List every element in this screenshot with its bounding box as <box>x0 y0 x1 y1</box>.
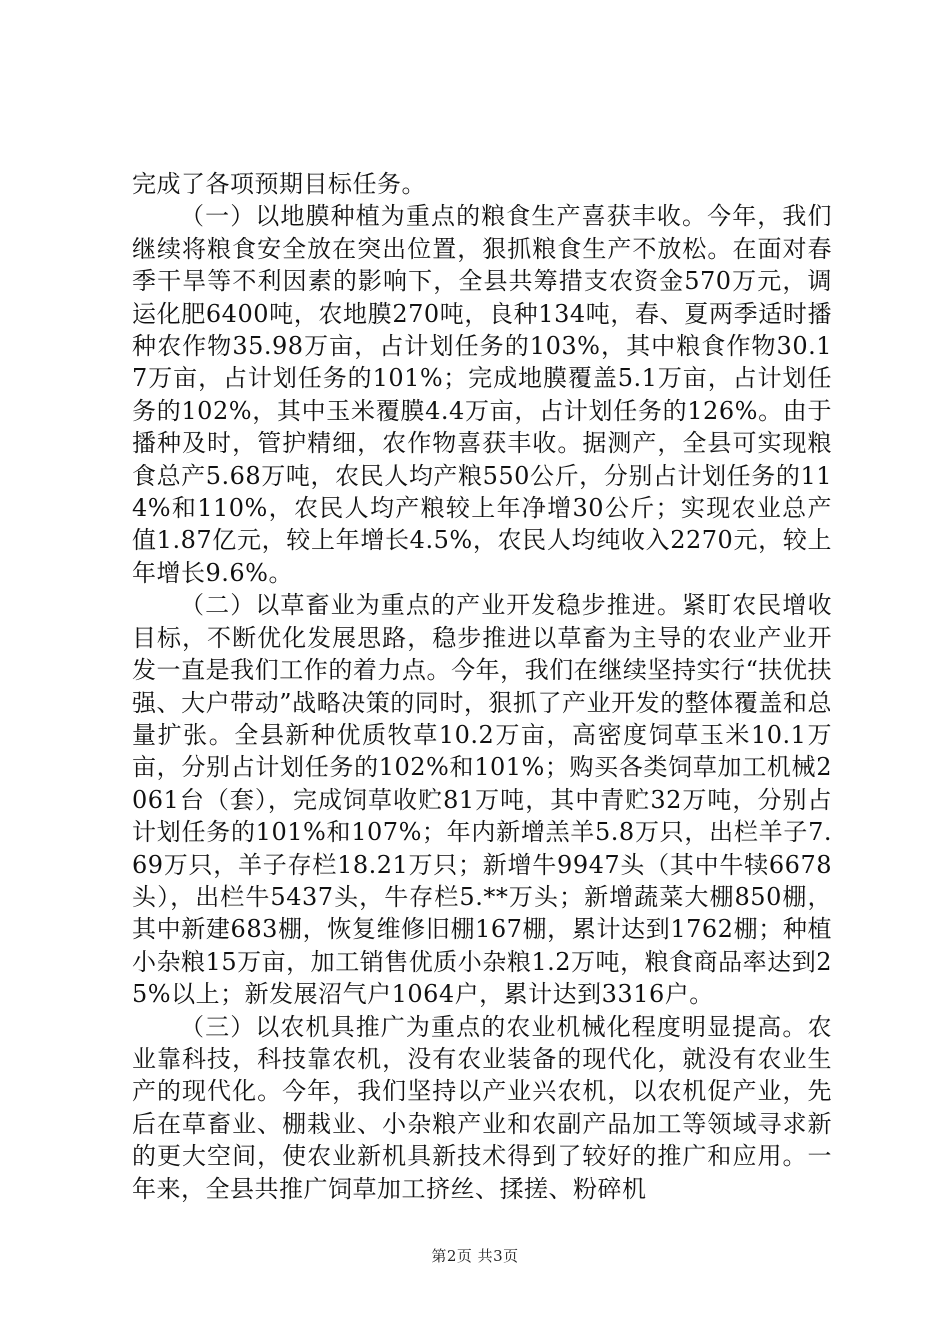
paragraph-2: （二）以草畜业为重点的产业开发稳步推进。紧盯农民增收目标，不断优化发展思路，稳步推进以草畜为主导的农业产业开发一直是我们工作的着力点。今年，我们在继续坚持实行“扶优扶强、大户带动”战略决策的同时，狠抓了产业开发的整体覆盖和总量扩张。全县新种优质牧草10.2万亩，高密度饲草玉米10.1万亩，分别占计划任务的102%和101%；购买各类饲草加工机械2061台（套），完成饲草收贮81万吨，其中青贮32万吨，分别占计划任务的101%和107%；年内新增羔羊5.8万只，出栏羊子7.69万只，羊子存栏18.21万只；新增牛9947头（其中牛犊6678头），出栏牛5437头，牛存栏5.**万头；新增蔬菜大棚850棚，其中新建683棚，恢复维修旧棚167棚，累计达到1762棚；种植小杂粮15万亩，加工销售优质小杂粮1.2万吨，粮食商品率达到25%以上；新发展沼气户1064户，累计达到3316户。 <box>132 591 832 1009</box>
document-body <box>132 168 832 1205</box>
paragraph-3: （三）以农机具推广为重点的农业机械化程度明显提高。农业靠科技，科技靠农机，没有农业装备的现代化，就没有农业生产的现代化。今年，我们坚持以产业兴农机，以农机促产业，先后在草畜业、棚栽业、小杂粮产业和农副产品加工等领域寻求新的更大空间，使农业新机具新技术得到了较好的推广和应用。一年来，全县共推广饲草加工挤丝、揉搓、粉碎机 <box>132 1012 832 1203</box>
paragraph-1: （一）以地膜种植为重点的粮食生产喜获丰收。今年，我们继续将粮食安全放在突出位置，狠抓粮食生产不放松。在面对春季干旱等不利因素的影响下，全县共筹措支农资金570万元，调运化肥6400吨，农地膜270吨，良种134吨，春、夏两季适时播种农作物35.98万亩，占计划任务的103%，其中粮食作物30.17万亩，占计划任务的101%；完成地膜覆盖5.1万亩，占计划任务的102%，其中玉米覆膜4.4万亩，占计划任务的126%。由于播种及时，管护精细，农作物喜获丰收。据测产，全县可实现粮食总产5.68万吨，农民人均产粮550公斤，分别占计划任务的114%和110%，农民人均产粮较上年净增30公斤；实现农业总产值1.87亿元，较上年增长4.5%，农民人均纯收入2270元，较上年增长9.6%。 <box>132 202 832 587</box>
page-number-label: 第2页 共3页 <box>431 1247 519 1265</box>
paragraph-0: 完成了各项预期目标任务。 <box>132 170 426 198</box>
page-footer <box>0 1245 950 1266</box>
